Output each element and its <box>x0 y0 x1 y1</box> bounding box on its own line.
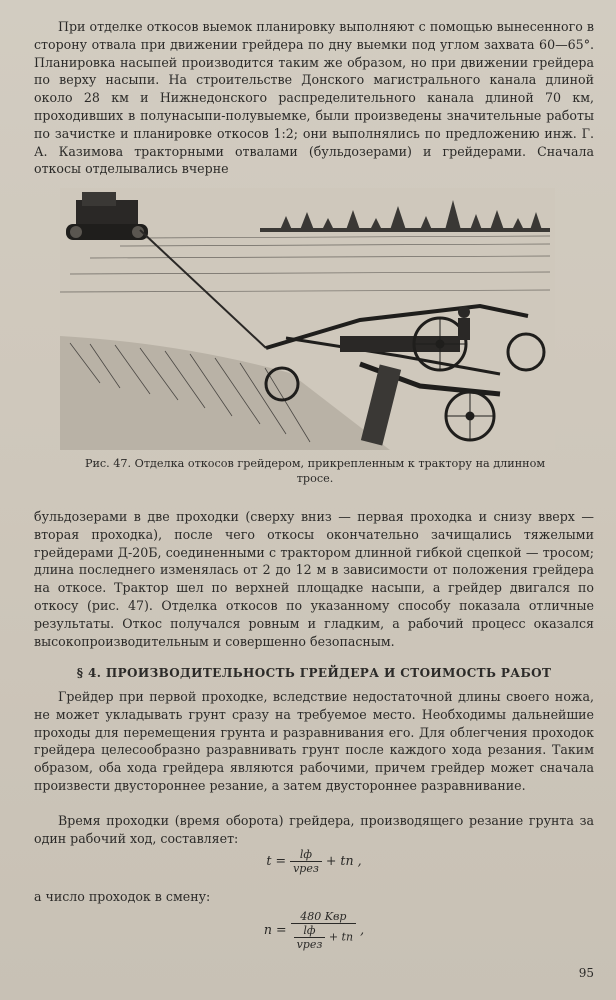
formula2-inner-numerator: lф <box>294 924 326 938</box>
formula2-inner-denominator: vрез <box>296 938 323 951</box>
operator <box>458 306 470 340</box>
formula2-lhs: n = <box>263 922 287 937</box>
section-heading: § 4. ПРОИЗВОДИТЕЛЬНОСТЬ ГРЕЙДЕРА И СТОИМОСТЬ РАБОТ <box>76 666 552 680</box>
formula2-denominator-rest: + tп <box>328 930 354 944</box>
figure-grader-illustration <box>60 188 555 450</box>
formula2-denominator <box>291 924 356 951</box>
paragraph-bulldozer-passes: бульдозерами в две проходки (сверху вниз — первая проходка и снизу вверх — вторая проходка), после чего откосы окончательно зачищались тяжелыми грейдерами Д-20Б, соединенными с трактором длинной гибкой сцепкой — тросом; длина последнего изменялась от 2 до 12 м в зависимости от положения грейдера на откосе. Трактор шел по верхней площадке насыпи, а грейдер двигался по откосу (рис. 47). Отделка откосов по указанному способу показала отличные результаты. Откос получался ровным и гладким, а рабочий процесс оказался высокопроизводительным и совершенно безопасным. <box>34 509 594 649</box>
formula2-inner-fraction <box>294 924 326 951</box>
formula1-numerator: lф <box>290 848 322 862</box>
paragraph-slope-finishing: При отделке откосов выемок планировку выполняют с помощью вынесенного в сторону отвала при движении грейдера по дну выемки под углом захвата 60—65°. Планировка насыпей производится таким же образом, но при движении грейдера по верху насыпи. На строительстве Донского магистрального канала длиной около 28 км и Нижнедонского распределительного канала длиной 70 км, проходивших в полунасыпи-полувыемке, были произведены значительные работы по зачистке и планировке откосов 1:2; они выполнялись по предложению инж. Г. А. Казимова тракторными отвалами (бульдозерами) и грейдерами. Сначала откосы отделывались вчерне <box>34 19 594 177</box>
formula1-denominator: vрез <box>293 862 319 875</box>
formula-pass-time <box>34 848 594 875</box>
formula1-fraction <box>290 848 322 875</box>
formula-passes-per-shift <box>34 910 594 951</box>
paragraph-pass-time: Время проходки (время оборота) грейдера, производящего резание грунта за один рабочий ход, составляет: <box>34 813 594 846</box>
formula2-fraction <box>291 910 356 951</box>
formula2-numerator: 480 Kвр <box>291 910 356 924</box>
paragraph-grader-first-pass: Грейдер при первой проходке, вследствие недостаточной длины своего ножа, не может укладывать грунт сразу на требуемое место. Необходимы дальнейшие проходы для перемещения грунта и разравнивания его. Для облегчения проходок грейдера целесообразно разравнивать грунт после каждого хода резания. Таким образом, оба хода грейдера являются рабочими, причем грейдер может сначала произвести двустороннее резание, а затем двустороннее разравнивание. <box>34 689 594 793</box>
paragraph-passes-per-shift: а число проходок в смену: <box>34 889 211 904</box>
formula1-lhs: t = <box>266 853 287 868</box>
grader-tractor-drawing <box>60 188 555 450</box>
figure-caption: Рис. 47. Отделка откосов грейдером, прикрепленным к трактору на длинном тросе. <box>84 457 546 485</box>
page-number: 95 <box>578 966 594 980</box>
formula1-rest: + tп , <box>325 853 362 868</box>
formula2-tail: , <box>360 922 365 937</box>
